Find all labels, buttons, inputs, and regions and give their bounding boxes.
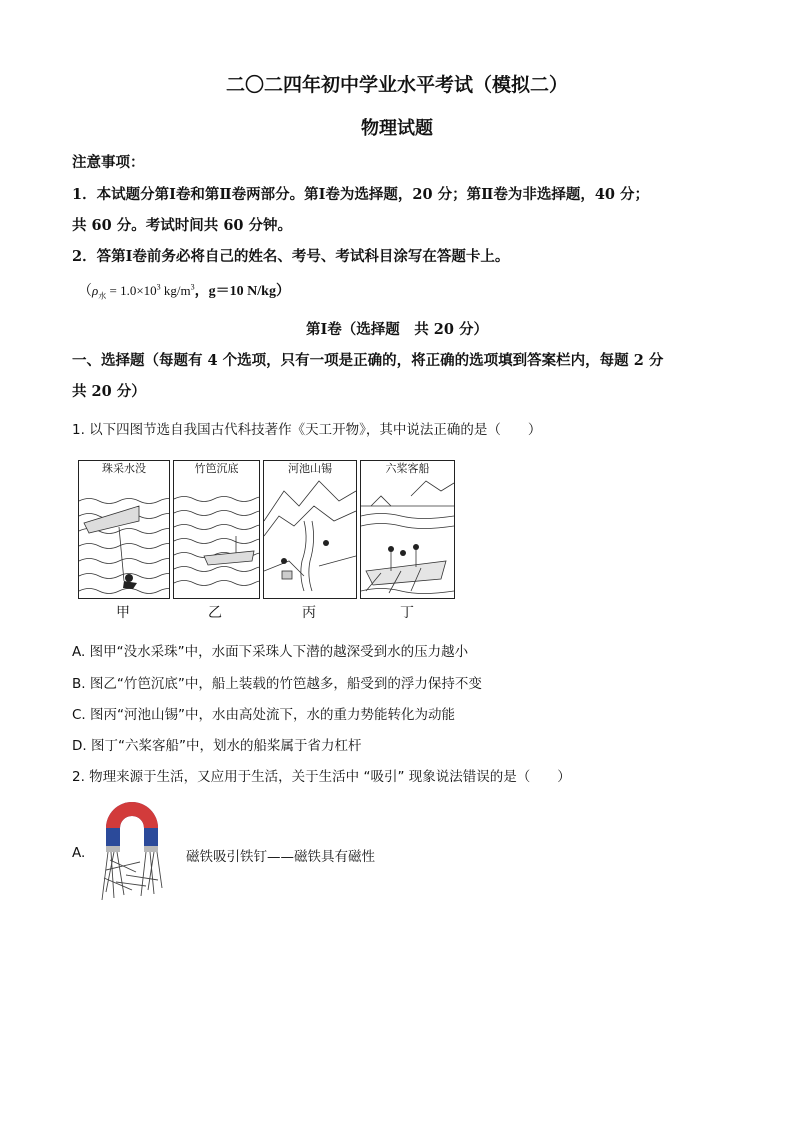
- figure-label-yi: 乙: [208, 605, 222, 621]
- figure-yi-caption: 竹笆沉底: [174, 461, 259, 477]
- bamboo-raft-illustration: [174, 461, 259, 598]
- question-1-stem: 1. 以下四图节选自我国古代科技著作《天工开物》，其中说法正确的是（ ）: [72, 422, 542, 438]
- notice-item-1-line-1: 1．本试题分第Ⅰ卷和第Ⅱ卷两部分。第Ⅰ卷为选择题，20 分；第Ⅱ卷为非选择题，40 分；: [72, 186, 650, 203]
- section-1-heading-line-2: 共 20 分）: [72, 383, 146, 400]
- physical-constants: （$\rho_水 = 1.0\times 10^3$ $kg/m^3$，g＝10 N/kg）: [78, 282, 290, 301]
- figure-bing-caption: 河池山锡: [264, 461, 356, 477]
- question-1-option-d[interactable]: D. 图丁“六桨客船”中，划水的船桨属于省力杠杆: [72, 738, 362, 754]
- section-1-title: 第Ⅰ卷（选择题 共 20 分）: [305, 321, 489, 338]
- magnet-with-nails-illustration: [96, 800, 168, 905]
- mountain-tin-illustration: [264, 461, 356, 598]
- figure-jia: [78, 460, 170, 599]
- section-1-heading-line-1: 一、选择题（每题有 4 个选项，只有一项是正确的，将正确的选项填到答案栏内，每题 2 分: [72, 352, 664, 369]
- notice-heading: 注意事项：: [72, 154, 145, 171]
- exam-title: 二〇二四年初中学业水平考试（模拟二）: [225, 74, 568, 96]
- question-2-stem: 2. 物理来源于生活，又应用于生活，关于生活中 “吸引” 现象说法错误的是（ ）: [72, 769, 571, 785]
- question-2-option-a-text[interactable]: 磁铁吸引铁钉——磁铁具有磁性: [186, 849, 375, 865]
- figure-bing: [263, 460, 357, 599]
- question-1-option-b[interactable]: B. 图乙“竹笆沉底”中，船上装载的竹笆越多，船受到的浮力保持不变: [72, 676, 482, 692]
- figure-label-jia: 甲: [116, 605, 130, 621]
- figure-label-bing: 丙: [302, 605, 316, 621]
- exam-subtitle: 物理试题: [361, 118, 433, 139]
- figure-label-ding: 丁: [400, 605, 414, 621]
- notice-item-2: 2．答第Ⅰ卷前务必将自己的姓名、考号、考试科目涂写在答题卡上。: [72, 248, 510, 265]
- question-1-option-a[interactable]: A. 图甲“没水采珠”中，水面下采珠人下潜的越深受到水的压力越小: [72, 644, 469, 660]
- question-1-option-c[interactable]: C. 图丙“河池山锡”中，水由高处流下，水的重力势能转化为动能: [72, 707, 455, 723]
- pearl-diving-illustration: [79, 461, 169, 598]
- figure-ding-caption: 六桨客船: [361, 461, 454, 477]
- question-2-option-a-letter[interactable]: A.: [72, 845, 86, 861]
- figure-ding: [360, 460, 455, 599]
- figure-yi: [173, 460, 260, 599]
- six-oar-boat-illustration: [361, 461, 454, 598]
- figure-jia-caption: 珠采水没: [79, 461, 169, 477]
- notice-item-1-line-2: 共 60 分。考试时间共 60 分钟。: [72, 217, 293, 234]
